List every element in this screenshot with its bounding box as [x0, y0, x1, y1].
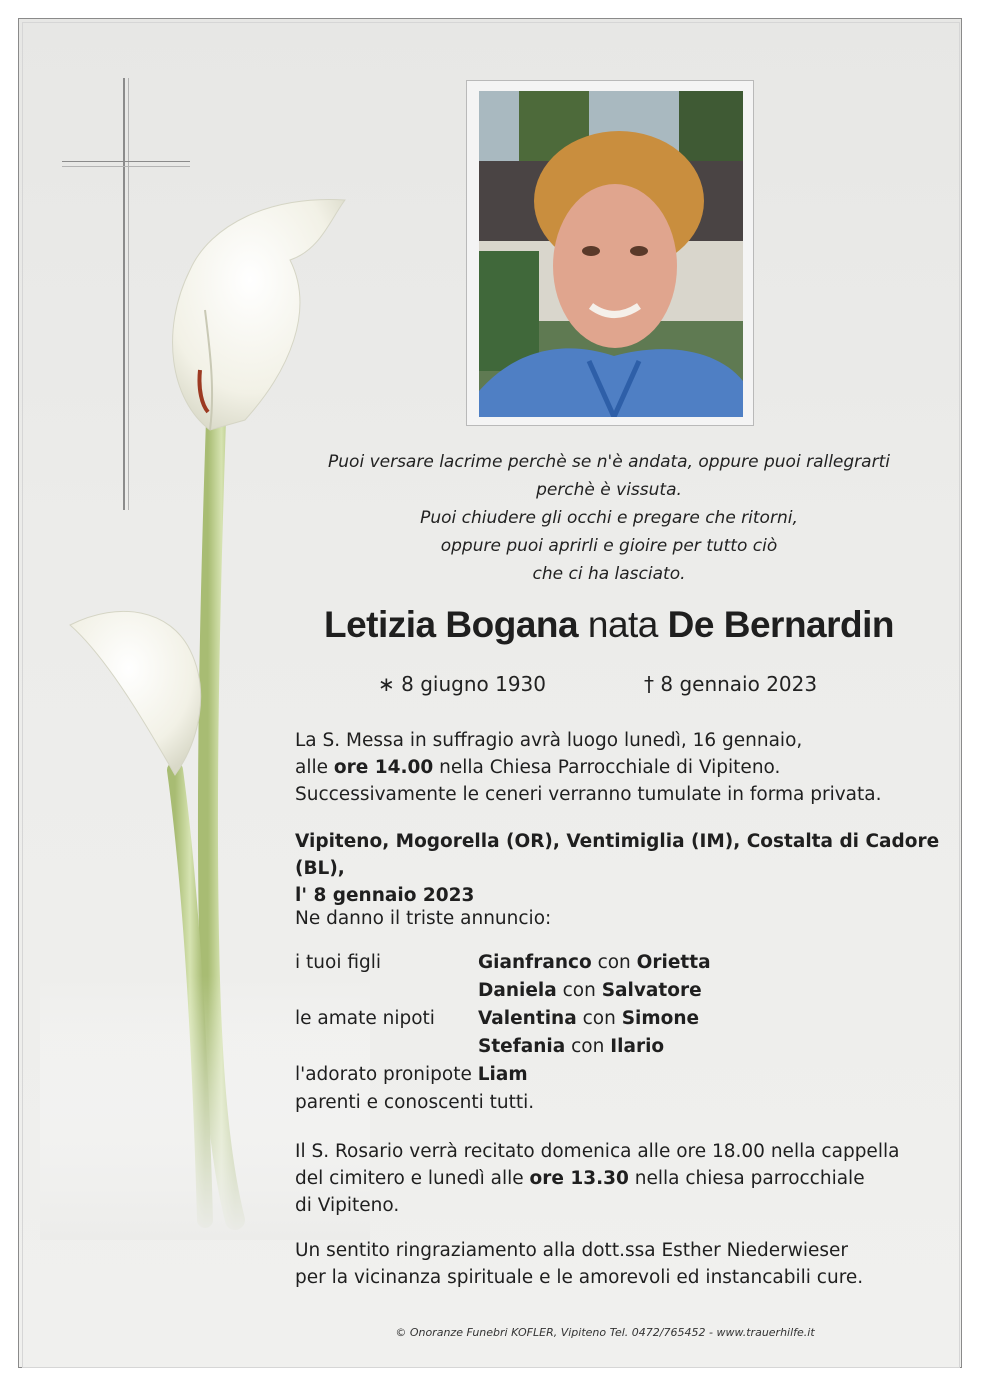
- birth-date: ∗ 8 giugno 1930: [378, 672, 546, 696]
- poem-line: perchè è vissuta.: [536, 480, 682, 500]
- first-name: Letizia Bogana: [323, 604, 579, 645]
- thanks-line: Un sentito ringraziamento alla dott.ssa Esther Niederwieser: [295, 1240, 848, 1261]
- date-line: l' 8 gennaio 2023: [295, 885, 475, 906]
- rosario-line: del cimitero e lunedì alle ore 13.30 nella chiesa parrocchiale: [295, 1168, 865, 1189]
- rosario-line: Il S. Rosario verrà recitato domenica alle ore 18.00 nella cappella: [295, 1141, 900, 1162]
- mass-line: Successivamente le ceneri verranno tumulate in forma privata.: [295, 784, 882, 805]
- nata-label: nata: [587, 604, 658, 645]
- death-date: † 8 gennaio 2023: [644, 672, 818, 696]
- announce-text: Ne danno il triste annuncio:: [295, 908, 552, 929]
- portrait-photo: [479, 91, 743, 417]
- place-line: Vipiteno, Mogorella (OR), Ventimiglia (IM), Costalta di Cadore (BL),: [295, 831, 940, 879]
- thanks-text: [295, 1237, 863, 1291]
- mass-line: alle ore 14.00 nella Chiesa Parrocchiale di Vipiteno.: [295, 757, 781, 778]
- poem-line: Puoi chiudere gli occhi e pregare che ritorni,: [420, 508, 798, 528]
- maiden-name: De Bernardin: [667, 604, 895, 645]
- poem: [300, 448, 918, 588]
- footer-credit: © Onoranze Funebri KOFLER, Vipiteno Tel. 0472/765452 - www.trauerhilfe.it: [395, 1326, 815, 1339]
- portrait-frame: [466, 80, 754, 426]
- mass-info: [295, 727, 882, 808]
- rosario-info: [295, 1138, 899, 1219]
- thanks-line: per la vicinanza spirituale e le amorevoli ed instancabili cure.: [295, 1267, 864, 1288]
- poem-line: Puoi versare lacrime perchè se n'è andata, oppure puoi rallegrarti: [328, 452, 890, 472]
- deceased-name: [300, 604, 918, 646]
- mass-line: La S. Messa in suffragio avrà luogo lunedì, 16 gennaio,: [295, 730, 803, 751]
- poem-line: che ci ha lasciato.: [532, 564, 686, 584]
- place-date: [295, 828, 982, 909]
- rosario-line: di Vipiteno.: [295, 1195, 400, 1216]
- poem-line: oppure puoi aprirli e gioire per tutto ciò: [440, 536, 778, 556]
